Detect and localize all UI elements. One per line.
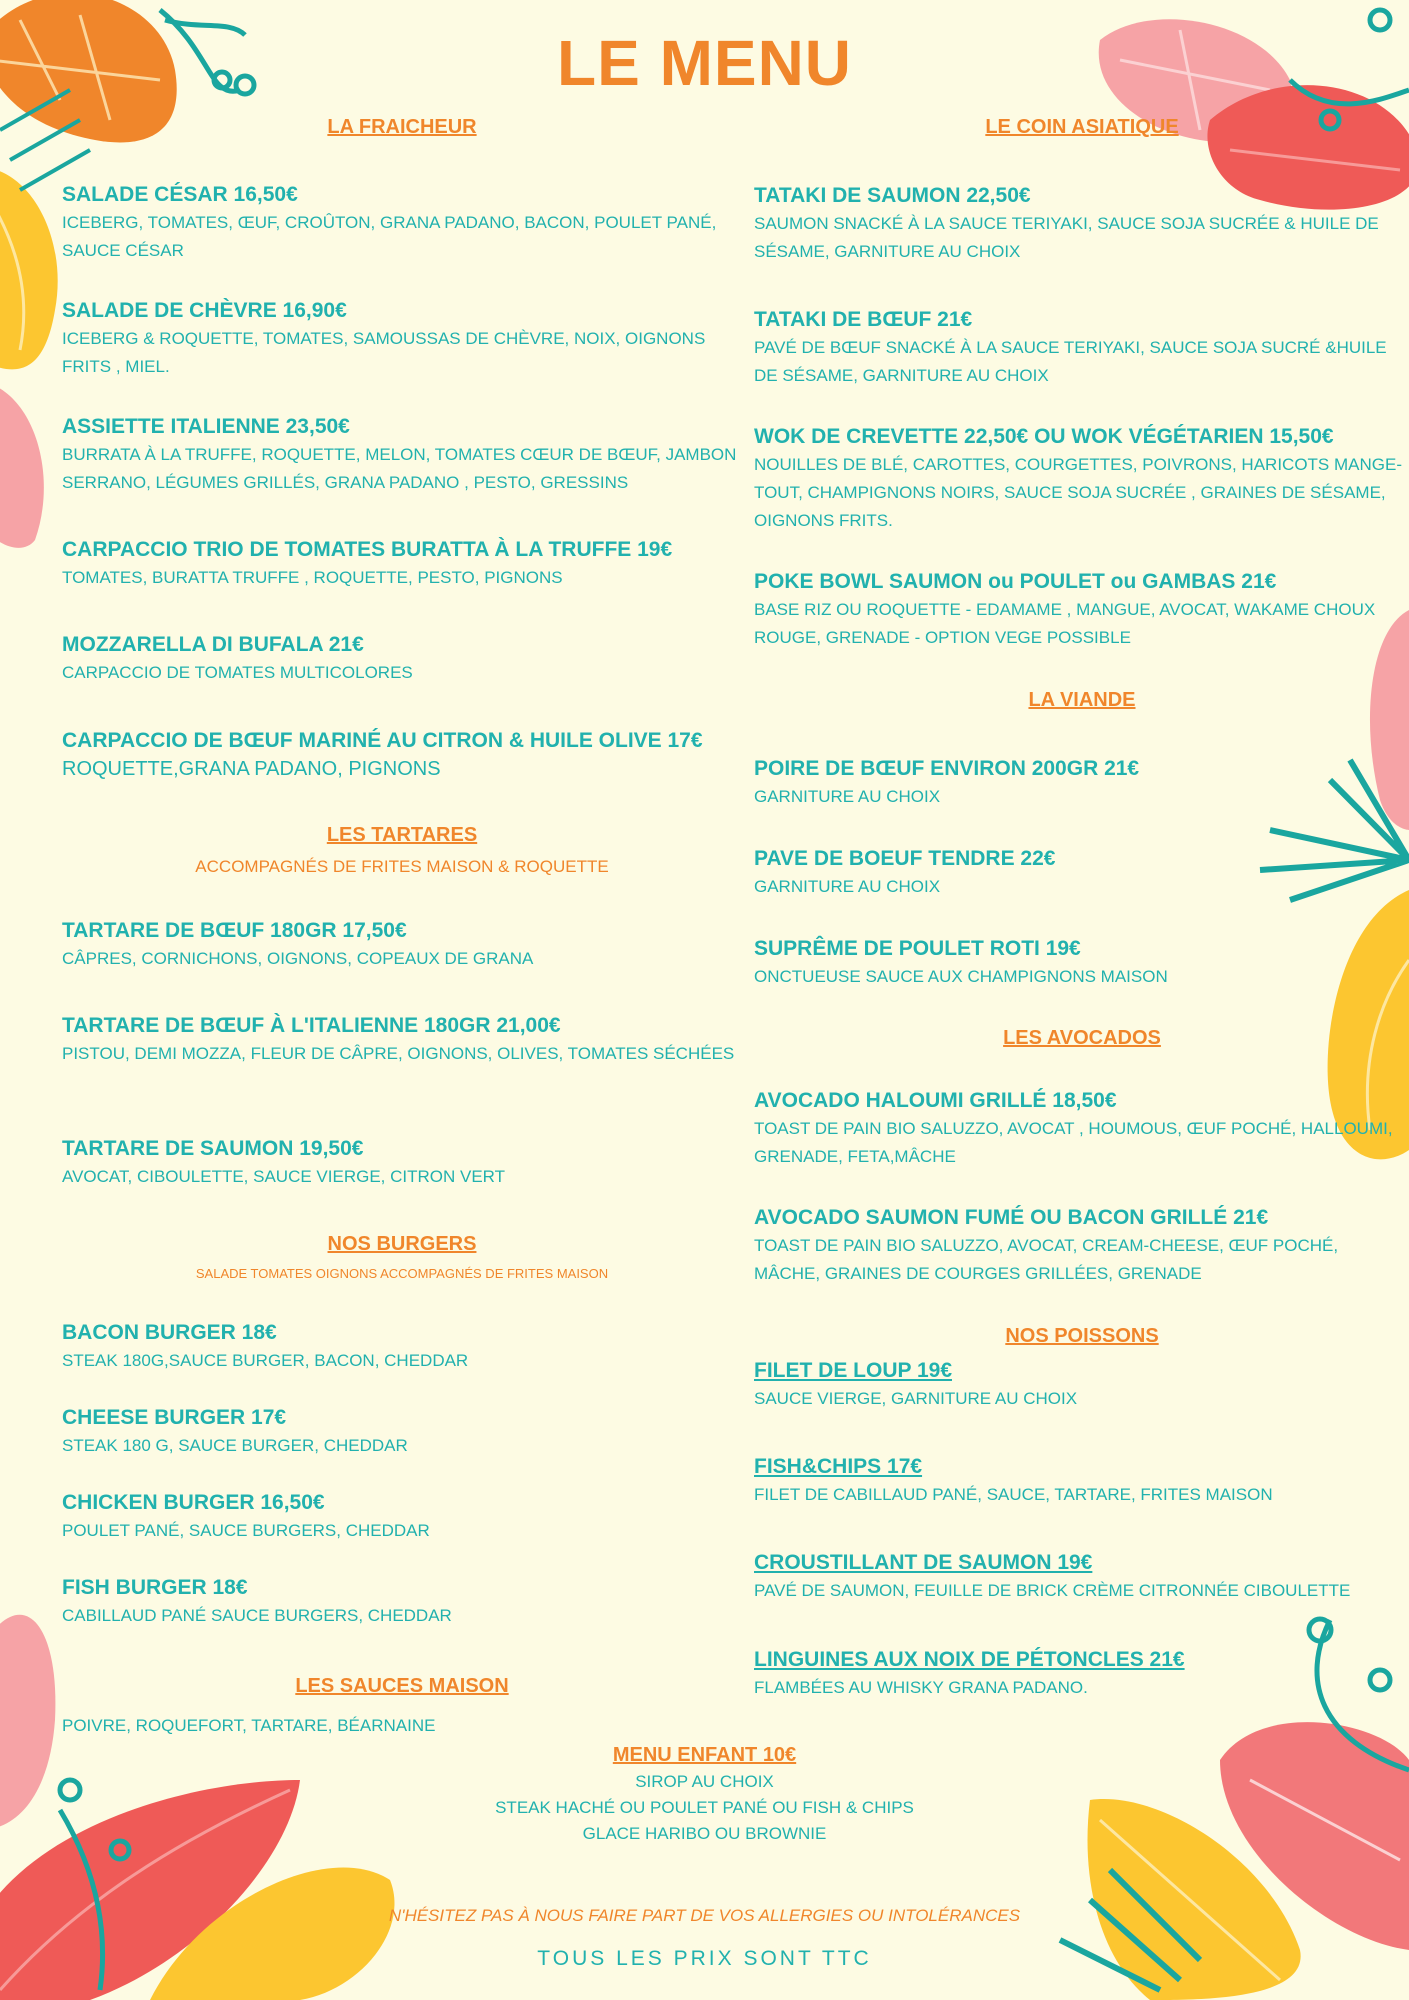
menu-item [754, 1357, 1404, 1413]
item-description: PAVÉ DE SAUMON, FEUILLE DE BRICK CRÈME CITRONNÉE CIBOULETTE [754, 1581, 1351, 1600]
menu-item [62, 631, 742, 687]
item-description: PISTOU, DEMI MOZZA, FLEUR DE CÂPRE, OIGNONS, OLIVES, TOMATES SÉCHÉES [62, 1044, 735, 1063]
menu-item [62, 1404, 742, 1460]
kids-menu-line: GLACE HARIBO OU BROWNIE [582, 1824, 827, 1843]
item-name: TATAKI DE BŒUF 21€ [754, 308, 973, 331]
section-heading-burgers: NOS BURGERS [327, 1233, 477, 1255]
item-description: SAUMON SNACKÉ À LA SAUCE TERIYAKI, SAUCE SOJA SUCRÉE & HUILE DE SÉSAME, GARNITURE AU CHOIX [754, 214, 1379, 261]
item-description: TOAST DE PAIN BIO SALUZZO, AVOCAT , HOUMOUS, ŒUF POCHÉ, HALLOUMI, GRENADE, FETA,MÂCHE [754, 1119, 1393, 1166]
item-name: MOZZARELLA DI BUFALA 21€ [62, 633, 364, 656]
item-description: TOMATES, BURATTA TRUFFE , ROQUETTE, PESTO, PIGNONS [62, 568, 563, 587]
menu-item [62, 297, 742, 381]
menu-item [62, 536, 742, 592]
item-name: ASSIETTE ITALIENNE 23,50€ [62, 415, 350, 438]
item-description: FLAMBÉES AU WHISKY GRANA PADANO. [754, 1678, 1088, 1697]
menu-item [62, 1319, 742, 1375]
section-heading-poissons: NOS POISSONS [1005, 1325, 1159, 1347]
item-description: SAUCE VIERGE, GARNITURE AU CHOIX [754, 1389, 1078, 1408]
item-description: FILET DE CABILLAUD PANÉ, SAUCE, TARTARE, FRITES MAISON [754, 1485, 1273, 1504]
item-name: LINGUINES AUX NOIX DE PÉTONCLES 21€ [754, 1648, 1185, 1671]
item-name: TARTARE DE SAUMON 19,50€ [62, 1137, 364, 1160]
page-title: LE MENU [557, 27, 852, 99]
menu-item [754, 306, 1404, 390]
section-heading-fraicheur: LA FRAICHEUR [327, 116, 477, 138]
kids-menu [0, 1741, 1409, 1847]
menu-item [62, 1489, 742, 1545]
item-name: AVOCADO HALOUMI GRILLÉ 18,50€ [754, 1089, 1117, 1112]
item-name: CARPACCIO DE BŒUF MARINÉ AU CITRON & HUILE OLIVE 17€ [62, 729, 703, 752]
menu-item [754, 845, 1404, 901]
item-description: POIVRE, ROQUEFORT, TARTARE, BÉARNAINE [62, 1716, 436, 1735]
item-name: CARPACCIO TRIO DE TOMATES BURATTA À LA TRUFFE 19€ [62, 538, 673, 561]
item-name: TATAKI DE SAUMON 22,50€ [754, 184, 1031, 207]
section-heading-asiatique: LE COIN ASIATIQUE [985, 116, 1179, 138]
item-name: SUPRÊME DE POULET ROTI 19€ [754, 937, 1081, 960]
section-heading-viande: LA VIANDE [1028, 689, 1136, 711]
item-description: ROQUETTE,GRANA PADANO, PIGNONS [62, 758, 441, 780]
kids-menu-line: STEAK HACHÉ OU POULET PANÉ OU FISH & CHIPS [495, 1798, 914, 1817]
menu-item [62, 1012, 742, 1068]
item-name: POIRE DE BŒUF ENVIRON 200GR 21€ [754, 757, 1140, 780]
item-description: CÂPRES, CORNICHONS, OIGNONS, COPEAUX DE GRANA [62, 949, 534, 968]
menu-item [62, 1574, 742, 1630]
item-name: FILET DE LOUP 19€ [754, 1359, 952, 1382]
item-name: BACON BURGER 18€ [62, 1321, 277, 1344]
item-description: CARPACCIO DE TOMATES MULTICOLORES [62, 663, 413, 682]
item-description: AVOCAT, CIBOULETTE, SAUCE VIERGE, CITRON VERT [62, 1167, 506, 1186]
prices-ttc-note: TOUS LES PRIX SONT TTC [537, 1947, 872, 1970]
item-name: PAVE DE BOEUF TENDRE 22€ [754, 847, 1056, 870]
menu-item [754, 568, 1404, 652]
item-description: NOUILLES DE BLÉ, CAROTTES, COURGETTES, POIVRONS, HARICOTS MANGE- TOUT, CHAMPIGNONS NOIRS, SAUCE SOJA SUCRÉE , GRAINES DE SÉSAME, OIGNONS FRITS. [754, 455, 1402, 530]
menu-item [62, 1135, 742, 1191]
kids-menu-title: MENU ENFANT 10€ [612, 1744, 797, 1766]
menu-item [754, 1087, 1404, 1171]
section-heading-avocados: LES AVOCADOS [1003, 1027, 1161, 1049]
item-description: TOAST DE PAIN BIO SALUZZO, AVOCAT, CREAM-CHEESE, ŒUF POCHÉ, MÂCHE, GRAINES DE COURGES GRILLÉES, GRENADE [754, 1236, 1339, 1283]
item-name: FISH BURGER 18€ [62, 1576, 248, 1599]
item-name: CROUSTILLANT DE SAUMON 19€ [754, 1551, 1093, 1574]
section-subtitle-burgers: SALADE TOMATES OIGNONS ACCOMPAGNÉS DE FRITES MAISON [195, 1266, 609, 1281]
menu-item [62, 413, 742, 497]
menu-item [754, 1204, 1404, 1288]
menu-item [754, 1453, 1404, 1509]
item-description: BASE RIZ OU ROQUETTE - EDAMAME , MANGUE, AVOCAT, WAKAME CHOUX ROUGE, GRENADE - OPTION VEGE POSSIBLE [754, 600, 1376, 647]
item-name: CHICKEN BURGER 16,50€ [62, 1491, 325, 1514]
item-description: GARNITURE AU CHOIX [754, 877, 941, 896]
item-description: POULET PANÉ, SAUCE BURGERS, CHEDDAR [62, 1521, 430, 1540]
item-name: SALADE CÉSAR 16,50€ [62, 183, 298, 206]
item-description: ONCTUEUSE SAUCE AUX CHAMPIGNONS MAISON [754, 967, 1168, 986]
item-description: GARNITURE AU CHOIX [754, 787, 941, 806]
menu-item [754, 755, 1404, 811]
menu-item [62, 181, 742, 265]
item-description: STEAK 180G,SAUCE BURGER, BACON, CHEDDAR [62, 1351, 469, 1370]
section-subtitle-tartares: ACCOMPAGNÉS DE FRITES MAISON & ROQUETTE [195, 857, 609, 876]
item-name: TARTARE DE BŒUF 180GR 17,50€ [62, 919, 407, 942]
menu-item [62, 727, 742, 783]
item-description: BURRATA À LA TRUFFE, ROQUETTE, MELON, TOMATES CŒUR DE BŒUF, JAMBON SERRANO, LÉGUMES GRILLÉS, GRANA PADANO , PESTO, GRESSINS [62, 445, 737, 492]
sauces-list [62, 1712, 742, 1740]
item-description: STEAK 180 G, SAUCE BURGER, CHEDDAR [62, 1436, 408, 1455]
item-description: CABILLAUD PANÉ SAUCE BURGERS, CHEDDAR [62, 1606, 452, 1625]
item-name: POKE BOWL SAUMON ou POULET ou GAMBAS 21€ [754, 570, 1277, 593]
kids-menu-line: SIROP AU CHOIX [635, 1772, 774, 1791]
menu-item [62, 917, 742, 973]
menu-item [754, 935, 1404, 991]
item-name: WOK DE CREVETTE 22,50€ OU WOK VÉGÉTARIEN 15,50€ [754, 425, 1334, 448]
item-name: CHEESE BURGER 17€ [62, 1406, 287, 1429]
item-description: ICEBERG & ROQUETTE, TOMATES, SAMOUSSAS DE CHÈVRE, NOIX, OIGNONS FRITS , MIEL. [62, 329, 706, 376]
section-heading-sauces: LES SAUCES MAISON [295, 1675, 509, 1697]
item-description: ICEBERG, TOMATES, ŒUF, CROÛTON, GRANA PADANO, BACON, POULET PANÉ, SAUCE CÉSAR [62, 213, 717, 260]
allergy-note: N'HÉSITEZ PAS À NOUS FAIRE PART DE VOS ALLERGIES OU INTOLÉRANCES [388, 1906, 1021, 1925]
item-name: AVOCADO SAUMON FUMÉ OU BACON GRILLÉ 21€ [754, 1206, 1269, 1229]
menu-item [754, 423, 1404, 535]
menu-item [754, 182, 1404, 266]
item-description: PAVÉ DE BŒUF SNACKÉ À LA SAUCE TERIYAKI, SAUCE SOJA SUCRÉ &HUILE DE SÉSAME, GARNITURE AU CHOIX [754, 338, 1387, 385]
item-name: SALADE DE CHÈVRE 16,90€ [62, 299, 347, 322]
section-heading-tartares: LES TARTARES [326, 824, 478, 846]
menu-item [754, 1549, 1404, 1605]
item-name: FISH&CHIPS 17€ [754, 1455, 923, 1478]
menu-item [754, 1646, 1404, 1702]
item-name: TARTARE DE BŒUF À L'ITALIENNE 180GR 21,00€ [62, 1014, 561, 1037]
